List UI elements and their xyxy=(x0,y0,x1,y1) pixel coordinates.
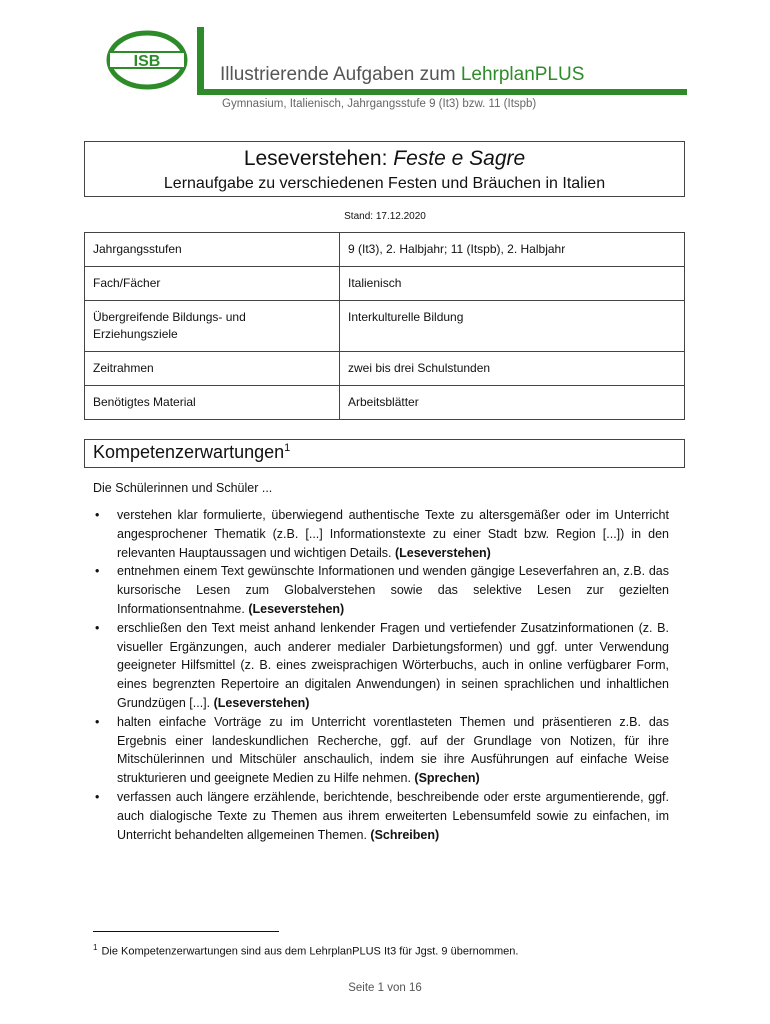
table-label: Zeitrahmen xyxy=(85,352,340,386)
title-box xyxy=(84,141,685,197)
footnote xyxy=(93,943,518,958)
table-label: Benötigtes Material xyxy=(85,386,340,420)
table-row xyxy=(85,301,685,352)
table-row xyxy=(85,233,685,267)
table-value: Interkulturelle Bildung xyxy=(340,301,685,352)
table-row xyxy=(85,267,685,301)
list-item: • erschließen den Text meist anhand lenkender Fragen und vertiefender Zusatzinformationen (z. B. visueller Ergänzungen, auch anderer medialer Darbietungsformen) und ggf. unter Verwendung geeigneter Hilfsmittel (z. B. eines zweisprachigen Wörterbuchs, auch in online verfügbarer Form, eines begrenzten Repertoire an digitalen Anwendungen) in seinen sprachlichen und inhaltlichen Grundzügen [...]. (Leseverstehen) xyxy=(93,619,669,713)
footnote-divider xyxy=(93,931,279,932)
list-item: • entnehmen einem Text gewünschte Informationen und wenden gängige Leseverfahren an, z.B. das kursorische Lesen zum Globalverstehen sowie das selektive Lesen zur gezielten Informationsentnahme. (Leseverstehen) xyxy=(93,562,669,618)
table-row xyxy=(85,386,685,420)
skill-tag: (Sprechen) xyxy=(414,771,480,786)
kompetenz-heading-box xyxy=(84,439,685,468)
header-title-accent: LehrplanPLUS xyxy=(460,64,585,85)
header-accent-bar-horizontal xyxy=(197,89,687,95)
header-title: Illustrierende Aufgaben zum LehrplanPLUS xyxy=(220,64,585,85)
meta-table xyxy=(84,232,685,420)
footnote-ref: 1 xyxy=(284,442,291,454)
kompetenz-heading: Kompetenzerwartungen xyxy=(93,442,285,462)
table-row xyxy=(85,352,685,386)
svg-text:ISB: ISB xyxy=(133,53,161,70)
list-item: • halten einfache Vorträge zu im Unterricht vorentlasteten Themen und präsentieren z.B. das Ergebnis einer landeskundlichen Recherche, ggf. auf der Grundlage von Notizen, für ihre Mitschülerinnen und Mitschüler anschaulich, indem sie ihre Ausführungen auf einfache Weise strukturieren und geeignete Medien zu Hilfe nehmen. (Sprechen) xyxy=(93,713,669,788)
table-value: zwei bis drei Schulstunden xyxy=(340,352,685,386)
skill-tag: (Leseverstehen) xyxy=(394,545,491,560)
list-item: • verfassen auch längere erzählende, berichtende, beschreibende oder erste argumentierende, ggf. auch dialogische Texte zu Themen aus ihrem erweiterten Lebensumfeld sowie zu einfachen, im Unterricht behandelten allgemeinen Themen. (Schreiben) xyxy=(93,788,669,844)
skill-tag: (Schreiben) xyxy=(370,827,440,842)
page-number: Seite 1 von 16 xyxy=(348,982,422,994)
table-label: Jahrgangsstufen xyxy=(85,233,340,267)
header-accent-bar-vertical xyxy=(197,27,204,94)
table-value: Arbeitsblätter xyxy=(340,386,685,420)
list-item: • verstehen klar formulierte, überwiegend authentische Texte zu altersgemäßer oder im Unterricht angesprochener Thematik (z.B. [...] Informationstexte zu einer Stadt bzw. Region [...]) in den relevanten Hauptaussagen und wichtigen Details. (Leseverstehen) xyxy=(93,506,669,562)
header-subtitle: Gymnasium, Italienisch, Jahrgangsstufe 9 (It3) bzw. 11 (Itspb) xyxy=(222,98,537,110)
skill-tag: (Leseverstehen) xyxy=(248,601,345,616)
table-label: Übergreifende Bildungs- und Erziehungsziele xyxy=(85,301,340,352)
footnote-text: Die Kompetenzerwartungen sind aus dem LehrplanPLUS It3 für Jgst. 9 übernommen. xyxy=(101,945,519,958)
footnote-marker: 1 xyxy=(93,943,98,952)
kompetenz-list xyxy=(93,506,669,844)
table-value: Italienisch xyxy=(340,267,685,301)
stand-date: Stand: 17.12.2020 xyxy=(344,211,426,222)
isb-logo xyxy=(104,28,190,92)
kompetenz-intro: Die Schülerinnen und Schüler ... xyxy=(93,481,273,495)
table-label: Fach/Fächer xyxy=(85,267,340,301)
document-subtitle: Lernaufgabe zu verschiedenen Festen und Bräuchen in Italien xyxy=(163,175,606,192)
skill-tag: (Leseverstehen) xyxy=(213,695,310,710)
table-value: 9 (It3), 2. Halbjahr; 11 (Itspb), 2. Halbjahr xyxy=(340,233,685,267)
document-title: Leseverstehen: Feste e Sagre xyxy=(243,147,526,170)
